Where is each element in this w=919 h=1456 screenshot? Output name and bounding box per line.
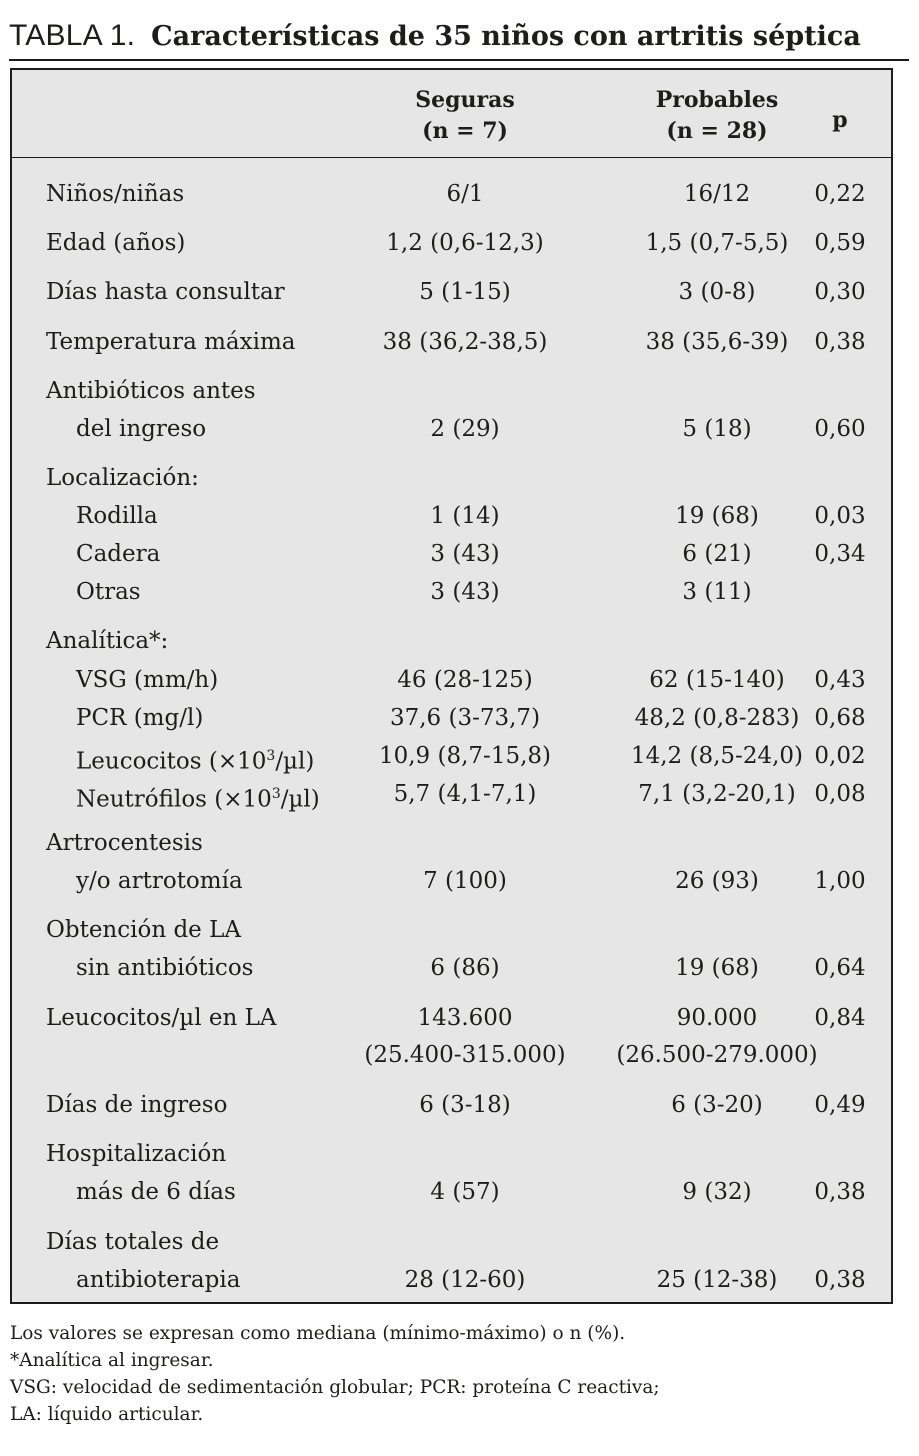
row-label-continued: sin antibióticos bbox=[76, 955, 254, 981]
footnote: *Analítica al ingresar. bbox=[10, 1350, 214, 1371]
value-p: 0,34 bbox=[814, 541, 866, 567]
table-caption: Características de 35 niños con artritis séptica bbox=[151, 21, 861, 52]
table-footnotes bbox=[10, 1320, 910, 1428]
row-label-continued: del ingreso bbox=[76, 416, 207, 442]
value-probables: 3 (0-8) bbox=[678, 279, 756, 305]
column-header-probables: Probables bbox=[655, 87, 779, 113]
value-p: 0,60 bbox=[814, 416, 866, 442]
value-probables: 6 (3-20) bbox=[671, 1092, 763, 1118]
footnote: LA: líquido articular. bbox=[10, 1404, 204, 1425]
section-label: Analítica*: bbox=[46, 628, 169, 654]
value-p: 0,30 bbox=[814, 279, 866, 305]
value-seguras: 7 (100) bbox=[423, 868, 507, 894]
value-probables: 48,2 (0,8-283) bbox=[634, 705, 800, 731]
column-header-seguras-n: (n = 7) bbox=[422, 118, 508, 144]
row-label: VSG (mm/h) bbox=[76, 667, 219, 693]
data-table bbox=[10, 68, 893, 1304]
value-seguras: 143.600 bbox=[417, 1005, 513, 1031]
value-seguras-range: (25.400-315.000) bbox=[364, 1042, 566, 1068]
section-label: Localización: bbox=[46, 465, 199, 491]
value-p: 0,64 bbox=[814, 955, 866, 981]
column-header-seguras: Seguras bbox=[415, 87, 515, 113]
header-rule bbox=[12, 157, 891, 158]
value-p: 0,38 bbox=[814, 1179, 866, 1205]
value-seguras: 2 (29) bbox=[430, 416, 500, 442]
row-label: Antibióticos antes bbox=[46, 378, 256, 404]
value-probables: 25 (12-38) bbox=[656, 1267, 778, 1293]
value-seguras: 3 (43) bbox=[430, 541, 500, 567]
footnote: Los valores se expresan como mediana (mínimo-máximo) o n (%). bbox=[10, 1323, 626, 1344]
row-label: Leucocitos/µl en LA bbox=[46, 1005, 277, 1031]
row-label-continued: y/o artrotomía bbox=[76, 868, 243, 894]
value-probables: 9 (32) bbox=[682, 1179, 752, 1205]
value-seguras: 5 (1-15) bbox=[419, 279, 511, 305]
footnote: VSG: velocidad de sedimentación globular; PCR: proteína C reactiva; bbox=[10, 1377, 660, 1398]
superscript: 3 bbox=[271, 786, 281, 802]
label-text: Neutrófilos (×10 bbox=[76, 786, 272, 813]
value-seguras: 6/1 bbox=[446, 181, 484, 207]
row-label: Otras bbox=[76, 579, 141, 605]
label-unit: /µl) bbox=[280, 786, 320, 813]
value-probables: 6 (21) bbox=[682, 541, 752, 567]
label-text: Leucocitos (×10 bbox=[76, 748, 267, 775]
row-label-continued: más de 6 días bbox=[76, 1179, 236, 1205]
value-seguras: 3 (43) bbox=[430, 579, 500, 605]
value-p bbox=[800, 578, 880, 606]
value-p: 0,49 bbox=[814, 1092, 866, 1118]
value-p: 0,84 bbox=[814, 1005, 866, 1031]
row-label: Obtención de LA bbox=[46, 917, 241, 943]
value-p: 0,02 bbox=[814, 743, 866, 769]
row-label-continued: antibioterapia bbox=[76, 1267, 241, 1293]
value-probables: 7,1 (3,2-20,1) bbox=[638, 781, 796, 807]
value-probables: 26 (93) bbox=[675, 868, 759, 894]
value-p: 1,00 bbox=[814, 868, 866, 894]
value-seguras: 37,6 (3-73,7) bbox=[389, 705, 541, 731]
value-seguras: 28 (12-60) bbox=[404, 1267, 526, 1293]
row-label: Días hasta consultar bbox=[46, 279, 285, 305]
label-unit: /µl) bbox=[275, 748, 315, 775]
row-label: Rodilla bbox=[76, 503, 158, 529]
value-seguras: 1 (14) bbox=[430, 503, 500, 529]
value-probables: 16/12 bbox=[683, 181, 751, 207]
value-probables: 3 (11) bbox=[682, 579, 752, 605]
title-rule bbox=[9, 59, 909, 61]
row-label: Hospitalización bbox=[46, 1141, 227, 1167]
value-p: 0,43 bbox=[814, 667, 866, 693]
row-label bbox=[76, 742, 315, 775]
value-p: 0,22 bbox=[814, 181, 866, 207]
value-p: 0,03 bbox=[814, 503, 866, 529]
column-header-p: p bbox=[832, 107, 848, 133]
row-label: PCR (mg/l) bbox=[76, 705, 204, 731]
value-probables: 62 (15-140) bbox=[649, 667, 785, 693]
table-number: TABLA 1. bbox=[9, 19, 136, 52]
superscript: 3 bbox=[266, 748, 276, 764]
value-seguras: 38 (36,2-38,5) bbox=[382, 329, 548, 355]
value-probables: 14,2 (8,5-24,0) bbox=[630, 743, 804, 769]
row-label: Días de ingreso bbox=[46, 1092, 228, 1118]
value-p: 0,38 bbox=[814, 1267, 866, 1293]
value-probables: 1,5 (0,7-5,5) bbox=[645, 230, 789, 256]
table-title bbox=[9, 15, 909, 57]
value-seguras: 6 (86) bbox=[430, 955, 500, 981]
row-label: Edad (años) bbox=[46, 230, 186, 256]
value-probables: 90.000 bbox=[676, 1005, 758, 1031]
value-probables: 38 (35,6-39) bbox=[645, 329, 789, 355]
value-seguras: 6 (3-18) bbox=[419, 1092, 511, 1118]
row-label bbox=[76, 780, 320, 813]
column-header-probables-n: (n = 28) bbox=[666, 118, 768, 144]
value-seguras: 5,7 (4,1-7,1) bbox=[393, 781, 537, 807]
value-p: 0,59 bbox=[814, 230, 866, 256]
value-seguras: 46 (28-125) bbox=[397, 667, 533, 693]
value-p: 0,68 bbox=[814, 705, 866, 731]
value-p: 0,38 bbox=[814, 329, 866, 355]
value-seguras: 1,2 (0,6-12,3) bbox=[386, 230, 544, 256]
value-seguras: 4 (57) bbox=[430, 1179, 500, 1205]
row-label: Niños/niñas bbox=[46, 181, 185, 207]
row-label: Días totales de bbox=[46, 1229, 220, 1255]
value-seguras: 10,9 (8,7-15,8) bbox=[378, 743, 552, 769]
value-probables: 19 (68) bbox=[675, 503, 759, 529]
row-label: Cadera bbox=[76, 541, 161, 567]
value-probables: 5 (18) bbox=[682, 416, 752, 442]
row-label: Temperatura máxima bbox=[46, 329, 296, 355]
value-probables-range: (26.500-279.000) bbox=[616, 1042, 818, 1068]
row-label: Artrocentesis bbox=[46, 830, 203, 856]
value-p: 0,08 bbox=[814, 781, 866, 807]
value-probables: 19 (68) bbox=[675, 955, 759, 981]
